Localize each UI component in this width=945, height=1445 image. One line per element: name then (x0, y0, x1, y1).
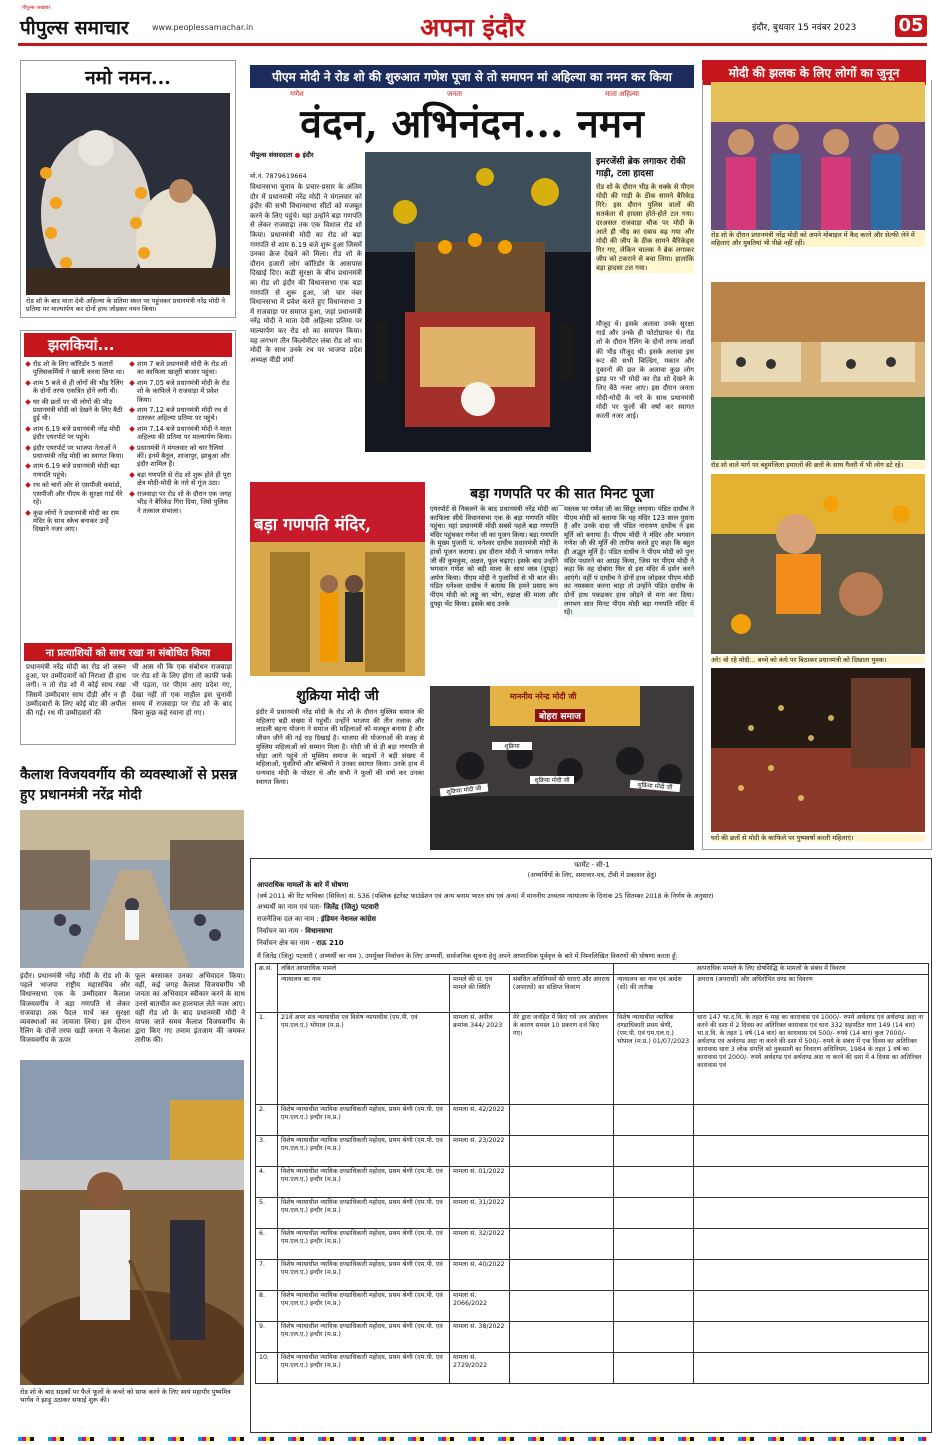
side-body-2: मौजूद थे। इसके अलावा उनके सुरक्षा गार्ड और उनके ही फोटोग्राफर थे। रोड शो के दौरान रैलिंग के दोनों तरफ लाखों की भीड़ मौजूद थी। इसके अलावा इस रूट की सभी बिल्डिंग, मकान और दुकानों की छत के अलावा कुछ लोग झाड़ पर भी मोदी का रोड शो देखने के लिए बैठे नजर आए। इस दौरान जनता मोदी-मोदी के नारे के साथ प्रधानमंत्री मोदी पर फूलों की वर्षा कर स्वागत करती नजर आई। (596, 320, 694, 421)
case-cell-sections: मेरे द्वारा जनहित में किए गये जन आंदोलन के कारण समस्त 10 प्रकरण दर्ज किए गए। (510, 1013, 614, 1105)
lead-headline: वंदन, अभिनंदन... नमन (300, 101, 644, 147)
ganpati-col2: मस्तक पर गणेश जी का सिंदूर लगाया। पंडित दाधीच ने पीएम मोदी को बताया कि यह मंदिर 123 साल पुराना है और उनके दादा जी पंडित नारायण दाधीच ने इस मूर्ति को बनाया है। पीएम मोदी ने मंदिर और भगवान गणेश जी की मूर्ति की तारीफ करते हुए कहा कि बहुत ही अद्भुत मूर्ति है। पंडित दाधीच ने पीएम मोदी को पुनः मंदिर पधारने का आग्रह किया, जिस पर पीएम मोदी ने कहा कि वह दोबारा फिर से इस मंदिर में दर्शन करने आएंगे। वहीं पं दाधीच ने दोनों हाथ जोड़कर पीएम मोदी का नमस्कार करना चाहा तो उन्होंने पंडित दाधीच के दोनों हाथ पकड़कर हाथ जोड़ने से मना कर दिया। लगभग सात मिनट पीएम मोदी बड़ा गणपति मंदिर में रहे। (564, 505, 694, 617)
case-cell-offence (694, 1322, 929, 1353)
case-row (256, 1167, 929, 1198)
shukriya-sign-3: शुक्रिया मोदी जी (530, 776, 574, 784)
mayor-sweeping-photo (20, 1060, 244, 1385)
byline-dot-icon: ● (294, 151, 301, 159)
right-title: मोदी की झलक के लिए लोगों का जुनून (702, 60, 926, 85)
notice-candidate (257, 903, 379, 912)
highlight-item: शाम 6.19 बजे प्रधानमंत्री नरेंद्र मोदी इंदौर एयरपोर्ट पर पहुंचे। (26, 425, 126, 442)
highlights-list-2 (130, 360, 232, 517)
page-number: 05 (895, 15, 927, 37)
ganpati-col1: एयरपोर्ट से निकलने के बाद प्रधानमंत्री नरेंद्र मोदी का काफिला सीधे विधानसभा एक के बड़ा गणपति मंदिर पहुंचा। यहां प्रधानमंत्री मोदी सबसे पहले बड़ा गणपति मंदिर पहुंचकर गणेश जी का पूजन किया। बड़ा गणपति के मुख्य पुजारी पं. धनेश्वर दाधीच प्रधानमंत्री मोदी के हाथों पूजन कराया। इस दौरान मोदी ने भगवान गणेश जी की कुमकुम, अक्षत, फूल चढ़ाए। इसके बाद उन्होंने भगवान गणेश को बड़ी माला के साथ वस्त्र (दुपट्टा) अर्पण किया। पीएम मोदी ने पुजारियों से भी बात की। पंडित धनेश्वर दाधीच ने बताया कि हमने प्रसाद रूप पीएम मोदी को लड्डू का भोग, रुद्राक्ष की माला और दुपट्टा भेंट किया। इसके बाद उनके (430, 505, 558, 608)
case-cell-sections (510, 1229, 614, 1260)
case-row (256, 1260, 929, 1291)
case-cell-court: 21वें अपर सत्र न्यायाधीश एवं विशेष न्यायाधीश (एम.पी. एवं एम.एल.ए.) भोपाल (म.प्र.) (278, 1013, 450, 1105)
case-cell-court: विशेष न्यायाधीश न्यायिक दण्डाधिकारी महोदय, प्रथम श्रेणी (एम.पी. एवं एम.एल.ए.) इन्दौर (म.प्र.) (278, 1260, 450, 1291)
ahilya-tribute-photo (26, 93, 230, 295)
notice-sub: (अभ्यर्थियों के लिए, समाचार-पत्र, टीवी में प्रकाशन हेतु) (527, 871, 657, 879)
case-cell-court: विशेष न्यायाधीश न्यायिक दण्डाधिकारी महोदय, प्रथम श्रेणी (एम.पी. एवं एम.एल.ए.) इन्दौर (म.प्र.) (278, 1167, 450, 1198)
case-cell-offence (694, 1167, 929, 1198)
case-cell-court: विशेष न्यायाधीश न्यायिक दण्डाधिकारी महोदय, प्रथम श्रेणी (एम.पी. एवं एम.एल.ए.) इन्दौर (म.प्र.) (278, 1105, 450, 1136)
case-cell-court2: विशेष न्यायाधीश न्यायिक दण्डाधिकारी प्रथम श्रेणी, (एम.पी. एवं एम.एल.ए.) भोपाल (म.प्र.) 01/07/2023 (614, 1013, 694, 1105)
highlight-item: घर की छतों पर भी लोगों की भीड़ प्रधानमंत्री मोदी को देखने के लिए बैठी हुई थी। (26, 398, 126, 423)
case-cell-case: मामला सं. 2066/2022 (450, 1291, 510, 1322)
roadshow-main-photo (365, 152, 591, 452)
candidate-name: जितेंद्र (जितू) पटवारी (323, 903, 379, 911)
case-cell-offence (694, 1105, 929, 1136)
logo-tag: पीपुल्स अखबार (22, 5, 51, 11)
side-headline: इमरजेंसी ब्रेक लगाकर रोकी गाड़ी, टला हादसा (596, 157, 686, 179)
highlight-item: रोड शो के लिए कॉरिडोर 5 कतारों पुलिसकर्मियों ने खाली करवा लिया था। (26, 360, 126, 377)
case-cell-offence (694, 1260, 929, 1291)
left-top-title: नमो नमन... (85, 67, 171, 89)
highlight-item: शाम 6.19 बजे प्रधानमंत्री मोदी बड़ा गणपति पहुंचे। (26, 462, 126, 479)
byline-name: पीपुल्स संवाददाता (250, 151, 293, 159)
ganpati-photo (250, 482, 425, 676)
lead-sub-janta: जनता (447, 90, 462, 98)
party-label: राजनैतिक दल का नाम : (257, 915, 319, 923)
case-row (256, 1322, 929, 1353)
case-cell-sn: 3. (256, 1136, 278, 1167)
case-cell-case: मामला सं. 01/2022 (450, 1167, 510, 1198)
notice-declaration: मैं जितेंद्र (जितू) पटवारी ( अभ्यर्थी का नाम ), उपर्युक्त निर्वाचन के लिए अभ्यर्थी, सार्वजनिक सूचना हेतु अपने आपराधिक पूर्ववृत्त के बारे में निम्नलिखित विवरणों की घोषणा करता हूँ: (257, 952, 678, 960)
lead-kicker: पीएम मोदी ने रोड शो की शुरुआत गणेश पूजा से तो समापन मां अहिल्या का नमन कर किया (250, 65, 694, 88)
case-cell-sn: 7. (256, 1260, 278, 1291)
candidate-label: अभ्यर्थी का नाम एवं पता- (257, 903, 322, 911)
highlight-item: रथ को चारों ओर से एसपीजी कमांडो, एसपीजी और पीएम के सुरक्षा गार्ड घेरे रहे। (26, 481, 126, 506)
case-cell-court2 (614, 1322, 694, 1353)
case-cell-case: मामला सं. 32/2022 (450, 1229, 510, 1260)
lead-body: विधानसभा चुनाव के प्रचार-प्रसार के अंतिम दौर में प्रधानमंत्री नरेंद्र मोदी ने मंगलवार को इंदौर की सभी विधानसभा सीटों को मजबूत करने के लिए पहुंचे। यहां उन्होंने बड़ा गणपति से लेकर राजवाड़ा तक एक विशाल रोड शो किया। प्रधानमंत्री मोदी का रोड शो बड़ा गणपति से शाम 6.19 बजे शुरू हुआ जिसमें उनका क्रेज देखने को मिला। रोड शो के दौरान हजारों लोग कॉरिडोर के आसपास दिखाई दिए। कड़ी सुरक्षा के बीच प्रधानमंत्री का रोड शो इंदौर की विधानसभा एक बड़ा गणपति से शुरू हुआ, जो चार नंबर विधानसभा में प्रवेश करते हुए विधानसभा 3 में राजवाड़ा पर समाप्त हुआ, जहां प्रधानमंत्री नरेंद्र मोदी ने माता देवी अहिल्या प्रतिमा पर माल्यार्पण कर रोड शो का समापन किया। यह लगभग तीन किलोमीटर लंबा रोड शो था। मोदी के साथ उनके रथ पर भाजपा प्रदेश अध्यक्ष वीडी शर्मा (250, 183, 362, 364)
byline-place: इंदौर (302, 151, 314, 159)
case-cell-sn: 1. (256, 1013, 278, 1105)
registration-strip (18, 1437, 927, 1441)
th-offence: अपराध (अपराधों) और अधिरोपित दण्ड का विवरण (694, 975, 929, 1013)
case-cell-court: विशेष न्यायाधीश न्यायिक दण्डाधिकारी महोदय, प्रथम श्रेणी (एम.पी. एवं एम.एल.ए.) इन्दौर (म.प्र.) (278, 1229, 450, 1260)
case-cell-court: विशेष न्यायाधीश न्यायिक दण्डाधिकारी महोदय, प्रथम श्रेणी (एम.पी. एवं एम.एल.ए.) इन्दौर (म.प्र.) (278, 1291, 450, 1322)
case-cell-sections (510, 1167, 614, 1198)
kailash-col2: फूल बरसाकर उनका अभिवादन किया। वहीं, कई जगह कैलाश विजयवर्गीय भी जनता का अभिवादन स्वीकार करने के साथ उनसे बातचीत कर हालचाल लेते नजर आए। वहीं रोड शो के बाद प्रधानमंत्री मोदी ने वापस जाते समय कैलाश विजयवर्गीय के द्वारा किए गए तमाम इंतजाम की जमकर तारीफ की। (135, 972, 245, 1045)
case-cell-court: विशेष न्यायाधीश न्यायिक दण्डाधिकारी महोदय, प्रथम श्रेणी (एम.पी. एवं एम.एल.ए.) इन्दौर (म.प्र.) (278, 1198, 450, 1229)
highlight-item: शाम 5 बजे से ही लोगों की भीड़ रैलिंग के दोनों तरफ एकत्रित होने लगी थी। (26, 379, 126, 396)
protest-col2: भी आस थी कि एक संबोधन राजवाड़ा पर रोड शो के लिए होगा तो काफी फर्क भी पड़ता, पर पीएम आए प्रदेश गए, देखा नहीं तो एक माहौल इस चुनावी समय में राजवाड़ा पर रोड शो के बाद बिना कुछ कहे रवाना हो गए। (132, 663, 232, 718)
case-cell-sections (510, 1291, 614, 1322)
notice-form: फार्मेट - सी-1 (574, 861, 610, 869)
notice-constituency (257, 939, 344, 948)
shukriya-body: इंदौर में प्रधानमंत्री नरेंद्र मोदी के रोड शो के दौरान मुस्लिम समाज की महिलाएं बड़ी संख्या में पहुंचीं। उन्होंने भाजपा की तीन तलाक और लाडली बहना योजना ने समाज की महिलाओं को मजबूत बनाया है और जीवन जीने की नई राह दिखाई है। भाजपा की योजनाओं की वजह से मुस्लिम महिलाओं को सम्मान मिला है। मोदी जी से ही बड़ा गणपति से थोड़ा आगे पहुंचे तो मुस्लिम समाज के भाइयों ने बड़ी संख्या में महिलाओं, युवतियों और बच्चियों ने उनका स्वागत किया। उनके हाथ में धन्यवाद मोदी के पोस्टर थे और सभी ने फूलों की वर्षा कर उनका स्वागत किया। (256, 708, 424, 786)
highlights-title: झलकियां... (24, 333, 232, 357)
case-row (256, 1229, 929, 1260)
case-cell-court2 (614, 1198, 694, 1229)
case-cell-case: मामला सं. 42/2022 (450, 1105, 510, 1136)
selfie-caption: रोड शो के दौरान प्रधानमंत्री नरेंद्र मोदी को अपने मोबाइल में कैद करने और सेल्फी लेने में महिलाएं और युवतियां भी पीछे नहीं रहीं। (711, 231, 925, 247)
case-cell-sn: 10. (256, 1353, 278, 1384)
highlight-item: शाम 7.12 बजे प्रधानमंत्री मोदी रथ से उतरकर अहिल्या प्रतिमा पर पहुंचे। (130, 406, 232, 423)
case-cell-offence (694, 1198, 929, 1229)
case-cell-case: मामला सं. 23/2022 (450, 1136, 510, 1167)
case-cell-offence: धारा 147 भा.द.वि. के तहत 6 माह का कारावास एवं 1000/- रुपये अर्थदण्ड एवं अर्थदण्ड अदा ना करने की दशा में 2 दिवस का अतिरिक्त कारावास एवं धारा 332 सहपठित धारा 149 (14 बार) भा.द.वि. के तहत 1 वर्ष (14 बार) का कारावास एवं 500/- रुपये (14 बार) कुल 7000/- अर्थदण्ड एवं अर्थदण्ड अदा ना करने की दशा में 500/- रुपये के संबंध में एक दिवस का अतिरिक्त कारावास धारा 3 लोक संपत्ति को नुकसानी का निवारण अधिनियम, 1984 के तहत 1 वर्ष का कारावास एवं 2000/- रुपये अर्थदण्ड एवं अर्थदण्ड अदा ना करने की दशा में 4 दिवस का अतिरिक्त कारावास एवं (694, 1013, 929, 1105)
highlight-item: इंदौर एयरपोर्ट पर भाजपा नेताओं ने प्रधानमंत्री नरेंद्र मोदी का स्वागत किया। (26, 444, 126, 461)
th-convict-head: आपराधिक मामले के लिए दोषसिद्धि के मामलों के संबंध में विवरण (614, 964, 929, 975)
case-cell-court: विशेष न्यायाधीश न्यायिक दण्डाधिकारी महोदय, प्रथम श्रेणी (एम.पी. एवं एम.एल.ए.) इन्दौर (म.प्र.) (278, 1136, 450, 1167)
right-border (702, 80, 932, 850)
notice-party (257, 915, 376, 924)
constituency-label: निर्वाचन क्षेत्र का नाम - (257, 939, 317, 947)
case-cell-court2 (614, 1229, 694, 1260)
masthead-rule (18, 43, 927, 46)
case-cell-sections (510, 1260, 614, 1291)
kailash-march-photo (20, 810, 244, 968)
notice-election (257, 927, 332, 936)
shukriya-sign-2: शुक्रिया (492, 742, 532, 750)
shukriya-banner: माननीय नरेन्द्र मोदी जी (510, 692, 577, 701)
lead-sub-mata: माता अहिल्या (605, 90, 639, 98)
case-cell-sn: 4. (256, 1167, 278, 1198)
case-row (256, 1198, 929, 1229)
ahilya-caption: रोड शो के बाद माता देवी अहिल्या के प्रतिमा स्थल पर पहुंचकर प्रधानमंत्री नरेंद्र मोदी ने प्रतिमा पर माल्यार्पण कर दोनों हाथ जोड़कर नमन किया। (26, 297, 226, 313)
side-body-1: रोड शो के दौरान भीड़ के धक्के से पीएम मोदी की गाड़ी के ठीक सामने बैरिकेड गिरे। इस दौरान पुलिस वालों की सतर्कता से हादसा होते-होते टल गया। दरअसल राजवाड़ा चौक पर मोदी के आते ही भीड़ का दबाव बढ़ गया और मोदी की जीप के ठीक सामने बैरिकेड्स गिर गए, लेकिन चालक ने ब्रेक लगाकर जीप को टकराने से बचा लिया। हालांकि बड़ा हादसा टल गया। (596, 183, 694, 272)
mayor-caption: रोड शो के बाद सड़कों पर फैले फूलों के कचरे को साफ करने के लिए स्वयं महापौर पुष्यमित्र भार्गव ने झाड़ू उठाकर सफाई शुरू की। (20, 1388, 231, 1404)
case-row (256, 1353, 929, 1384)
case-cell-court: विशेष न्यायाधीश न्यायिक दण्डाधिकारी महोदय, प्रथम श्रेणी (एम.पी. एवं एम.एल.ए.) इन्दौर (म.प्र.) (278, 1322, 450, 1353)
flower-shower-caption: घरों की छतों से मोदी के काफिले पर पुष्पवर्षा करती महिलाएं। (711, 834, 925, 842)
case-cell-sn: 9. (256, 1322, 278, 1353)
case-cell-sections (510, 1136, 614, 1167)
case-cell-offence (694, 1136, 929, 1167)
election-name: विधानसभा (305, 927, 333, 935)
shukriya-sign-4: शुक्रिया मोदी जी (630, 780, 681, 792)
case-row (256, 1136, 929, 1167)
case-cell-sections (510, 1105, 614, 1136)
highlight-item: कुछ लोगों ने प्रधानमंत्री मोदी का राम मंदिर के साथ स्केच बनाकर उन्हें दिखाने नजर आए। (26, 509, 126, 534)
case-cell-court2 (614, 1105, 694, 1136)
case-cell-court2 (614, 1353, 694, 1384)
ganpati-banner-text: बड़ा गणपति मंदिर, (254, 515, 372, 535)
case-cell-sn: 2. (256, 1105, 278, 1136)
case-cell-sn: 6. (256, 1229, 278, 1260)
lead-sub-ganesh: गणेश (290, 90, 304, 98)
th-case: मामले की सं. एवं मामले की स्थिति (450, 975, 510, 1013)
criminal-cases-table (255, 963, 929, 1384)
case-cell-sections (510, 1353, 614, 1384)
case-row (256, 1291, 929, 1322)
shukriya-sign-1: शुक्रिया मोदी जी (440, 784, 489, 797)
shukriya-banner-2: बोहरा समाज (535, 709, 585, 722)
party-name: इंडियन नेशनल कांग्रेस (320, 915, 376, 923)
th-court2: न्यायालय का नाम एवं आदेश (शों) की तारीख (614, 975, 694, 1013)
ganpati-title: बड़ा गणपति पर की सात मिनट पूजा (430, 484, 694, 506)
byline (250, 150, 362, 159)
case-cell-offence (694, 1353, 929, 1384)
case-cell-sections (510, 1322, 614, 1353)
case-cell-court2 (614, 1167, 694, 1198)
byline-mobile: मो.नं. 7879619664 (250, 172, 307, 180)
logo: पीपुल्स समाचार (20, 17, 129, 39)
highlights-list-1 (26, 360, 126, 536)
case-cell-court2 (614, 1136, 694, 1167)
highlight-item: शाम 7.05 बजे प्रधानमंत्री मोदी के रोड शो के काफिले ने राजवाड़ा में प्रवेश किया। (130, 379, 232, 404)
rooftops-caption: रोड शो वाले मार्ग पर बहुमंजिला इमारतों की छतों के साथ गैलरी में भी लोग डटे रहे। (711, 461, 925, 469)
highlight-item: राजवाड़ा पर रोड शो के दौरान एक जगह भीड़ ने बैरिकेड गिरा दिया, जिसे पुलिस ने तत्काल संभाला। (130, 490, 232, 515)
case-cell-court2 (614, 1260, 694, 1291)
th-court: न्यायालय का नाम (278, 975, 450, 1013)
case-cell-court2 (614, 1291, 694, 1322)
case-cell-offence (694, 1291, 929, 1322)
election-label: निर्वाचन का नाम - (257, 927, 306, 935)
case-cell-case: मामला सं. 31/2022 (450, 1198, 510, 1229)
th-sn: क्र.सं. (256, 964, 278, 1013)
case-cell-case: मामला सं. 38/2022 (450, 1322, 510, 1353)
masthead (0, 0, 945, 46)
case-cell-case: मामला सं. 2729/2022 (450, 1353, 510, 1384)
protest-col1: प्रधानमंत्री नरेंद्र मोदी का रोड शो जरूर हुआ, पर उम्मीदवारों को निराशा ही हाथ लगी। न तो रोड शो में कोई साथ रखा जिसमें उम्मीदवार साथ दौड़ी और न ही उम्मीदवारों के लिए कोई वोट की अपील की गई। रथ मी उम्मीदवारों की (26, 663, 126, 718)
th-sections: संबंधित अधिनियमों की धाराएं और अपराध (अपराधों) का संक्षिप्त विवरण (510, 975, 614, 1013)
section-title: अपना इंदौर (420, 13, 525, 42)
shukriya-photo (430, 686, 694, 850)
site-url[interactable]: www.peoplessamachar.in (152, 23, 254, 32)
case-cell-sn: 5. (256, 1198, 278, 1229)
kailash-col1: इंदौर। प्रधानमंत्री नरेंद्र मोदी के रोड शो के पहले भाजपा राष्ट्रीय महासचिव और विधानसभा एक के उम्मीदवार कैलाश विजयवर्गीय ने बड़ा गणपति से लेकर राजवाड़ा तक पैदल मार्च कर सुरक्षा व्यवस्थाओं का जायजा लिया। इस दौरान रैलिंग के दोनों तरफ खड़ी जनता ने कैलाश विजयवर्गीय के ऊपर (20, 972, 130, 1045)
crime-notice (250, 858, 932, 1433)
highlight-item: शाम 7 बजे प्रधानमंत्री मोदी के रोड शो का काफिला खजूरी बाजार पहुंचा। (130, 360, 232, 377)
case-row (256, 1105, 929, 1136)
highlight-item: प्रधानमंत्री ने मंगलवार को चार रैलियां कीं। इनमें बैतूल, शाजापुर, झाबुआ और इंदौर शामिल हैं। (130, 444, 232, 469)
constituency-name: राऊ 210 (316, 939, 344, 947)
case-cell-sections (510, 1198, 614, 1229)
shukriya-title: शुक्रिया मोदी जी (296, 688, 379, 704)
notice-title: आपराधिक मामलों के बारे में घोषणा (257, 881, 349, 889)
case-cell-sn: 8. (256, 1291, 278, 1322)
dateline: इंदौर, बुधवार 15 नवंबर 2023 (752, 23, 857, 33)
case-cell-case: मामला सं. अपील क्रमांक 344/ 2023 (450, 1013, 510, 1105)
child-caption: अरे! वो रहे मोदी... बच्चे को कंधे पर बिठाकर प्रधानमंत्री को दिखाता युवक। (711, 656, 925, 664)
case-cell-offence (694, 1229, 929, 1260)
case-cell-court: विशेष न्यायाधीश न्यायिक दण्डाधिकारी महोदय, प्रथम श्रेणी (एम.पी. एवं एम.एल.ए.) इन्दौर (म.प्र.) (278, 1353, 450, 1384)
protest-title: ना प्रत्याशियों को साथ रखा ना संबोधित किया (24, 643, 232, 661)
case-row (256, 1013, 929, 1105)
case-cell-case: मामला सं. 40/2022 (450, 1260, 510, 1291)
kailash-headline: कैलाश विजयवर्गीय की व्यवस्थाओं से प्रसन्न हुए प्रधानमंत्री नरेंद्र मोदी (20, 767, 238, 803)
notice-ref: (वर्ष 2011 की रिट याचिका (सिविल) सं. 536 (पब्लिक इंटरेस्ट फाउंडेशन एवं अन्य बनाम भारत संघ एवं अन्य) में माननीय उच्चतम न्यायालय के दिनांक 25 सितम्बर 2018 के निर्णय के अनुसार) (257, 892, 714, 900)
highlight-item: शाम 7.14 बजे प्रधानमंत्री मोदी ने माता अहिल्या की प्रतिमा पर माल्यार्पण किया। (130, 425, 232, 442)
th-pending: लंबित आपराधिक मामले (278, 964, 614, 975)
highlight-item: बड़ा गणपति से रोड शो शुरू होते ही पूरा क्षेत्र मोदी-मोदी के नारे से गूंज उठा। (130, 471, 232, 488)
